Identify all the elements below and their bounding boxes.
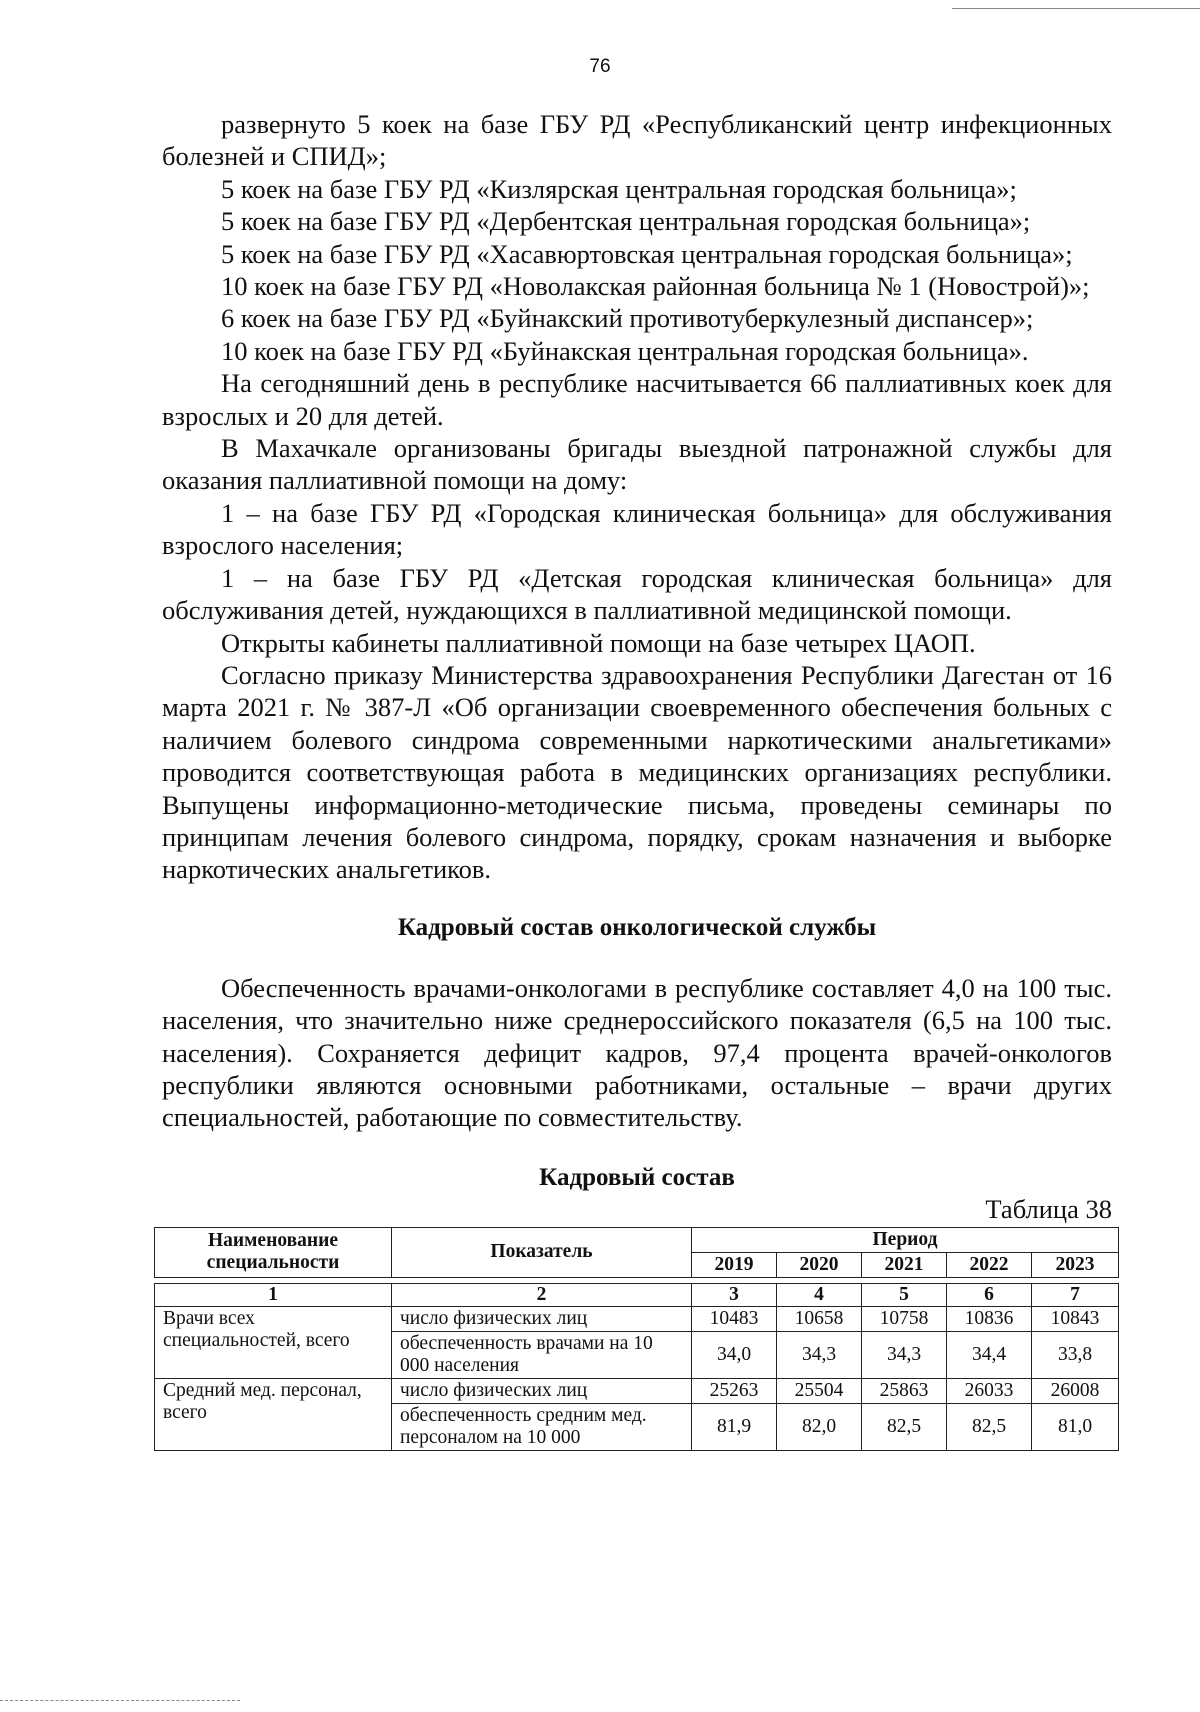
column-number: 6	[947, 1283, 1032, 1306]
value-cell: 34,4	[947, 1331, 1032, 1378]
value-cell: 25263	[692, 1378, 777, 1403]
scan-edge-line-top	[952, 8, 1200, 9]
header-year: 2019	[692, 1252, 777, 1277]
column-number: 4	[777, 1283, 862, 1306]
column-number: 2	[392, 1283, 692, 1306]
section-heading: Кадровый состав онкологической службы	[397, 913, 877, 941]
paragraph: 10 коек на базе ГБУ РД «Новолакская районная больница № 1 (Новострой)»;	[221, 271, 1090, 302]
document-body	[162, 108, 1112, 1451]
value-cell: 10483	[692, 1306, 777, 1331]
column-number: 1	[155, 1283, 392, 1306]
paragraph: 1 – на базе ГБУ РД «Детская городская клиническая больница» для обслуживания детей, нуждающихся в паллиативной медицинской помощи.	[162, 562, 1112, 626]
staff-table	[154, 1227, 1119, 1451]
table-row	[155, 1378, 1119, 1403]
value-cell: 10658	[777, 1306, 862, 1331]
indicator-cell: число физических лиц	[392, 1306, 692, 1331]
value-cell: 82,5	[947, 1403, 1032, 1450]
column-number: 7	[1032, 1283, 1119, 1306]
column-number-row	[155, 1283, 1119, 1306]
paragraph: развернуто 5 коек на базе ГБУ РД «Республиканский центр инфекционных болезней и СПИД»;	[162, 109, 1112, 172]
header-specialty: Наименование специальности	[155, 1227, 392, 1277]
value-cell: 33,8	[1032, 1331, 1119, 1378]
indicator-cell: обеспеченность средним мед. персоналом на 10 000	[392, 1403, 692, 1450]
paragraph: 5 коек на базе ГБУ РД «Кизлярская центральная городская больница»;	[221, 173, 1017, 204]
value-cell: 34,0	[692, 1331, 777, 1378]
paragraph: 6 коек на базе ГБУ РД «Буйнакский противотуберкулезный диспансер»;	[221, 303, 1034, 334]
paragraph: 10 коек на базе ГБУ РД «Буйнакская центральная городская больница».	[221, 335, 1029, 366]
column-number: 3	[692, 1283, 777, 1306]
value-cell: 34,3	[862, 1331, 947, 1378]
paragraph: 5 коек на базе ГБУ РД «Дербентская центральная городская больница»;	[221, 206, 1031, 237]
value-cell: 34,3	[777, 1331, 862, 1378]
value-cell: 26008	[1032, 1378, 1119, 1403]
value-cell: 82,0	[777, 1403, 862, 1450]
specialty-cell: Врачи всех специальностей, всего	[155, 1306, 392, 1378]
indicator-cell: число физических лиц	[392, 1378, 692, 1403]
paragraph: 5 коек на базе ГБУ РД «Хасавюртовская центральная городская больница»;	[221, 238, 1073, 269]
value-cell: 10758	[862, 1306, 947, 1331]
value-cell: 81,0	[1032, 1403, 1119, 1450]
paragraph: Открыты кабинеты паллиативной помощи на базе четырех ЦАОП.	[221, 627, 976, 658]
table-label: Таблица 38	[985, 1193, 1112, 1224]
table-title: Кадровый состав	[539, 1163, 735, 1191]
value-cell: 26033	[947, 1378, 1032, 1403]
header-year: 2022	[947, 1252, 1032, 1277]
header-year: 2021	[862, 1252, 947, 1277]
header-period: Период	[692, 1227, 1119, 1252]
scan-edge-line-bottom	[0, 1700, 240, 1701]
value-cell: 82,5	[862, 1403, 947, 1450]
paragraph: 1 – на базе ГБУ РД «Городская клиническая больница» для обслуживания взрослого населения;	[162, 497, 1112, 561]
paragraph: В Махачкале организованы бригады выездной патронажной службы для оказания паллиативной помощи на дому:	[162, 433, 1112, 496]
header-indicator: Показатель	[392, 1227, 692, 1277]
header-year: 2020	[777, 1252, 862, 1277]
header-year: 2023	[1032, 1252, 1119, 1277]
value-cell: 10836	[947, 1306, 1032, 1331]
paragraph: Согласно приказу Министерства здравоохранения Республики Дагестан от 16 марта 2021 г. № 387-Л «Об организации своевременного обеспечения больных с наличием болевого синдрома современными наркотическими анальгетиками» проводится соответствующая работа в медицинских организациях республики. Выпущены информационно-методические письма, проведены семинары по принципам лечения болевого синдрома, порядку, срокам назначения и выборке наркотических анальгетиков.	[162, 659, 1112, 885]
page-number: 76	[589, 56, 611, 77]
value-cell: 81,9	[692, 1403, 777, 1450]
table-row	[155, 1306, 1119, 1331]
specialty-cell: Средний мед. персонал, всего	[155, 1378, 392, 1450]
paragraph: На сегодняшний день в республике насчитывается 66 паллиативных коек для взрослых и 20 для детей.	[162, 368, 1112, 431]
table-header-row	[155, 1227, 1119, 1252]
indicator-cell: обеспеченность врачами на 10 000 населения	[392, 1331, 692, 1378]
value-cell: 10843	[1032, 1306, 1119, 1331]
column-number: 5	[862, 1283, 947, 1306]
value-cell: 25504	[777, 1378, 862, 1403]
section-paragraph: Обеспеченность врачами-онкологами в республике составляет 4,0 на 100 тыс. населения, что значительно ниже среднероссийского показателя (6,5 на 100 тыс. населения). Сохраняется дефицит кадров, 97,4 процента врачей-онкологов республики являются основными работниками, остальные – врачи других специальностей, работающие по совместительству.	[162, 972, 1112, 1133]
value-cell: 25863	[862, 1378, 947, 1403]
